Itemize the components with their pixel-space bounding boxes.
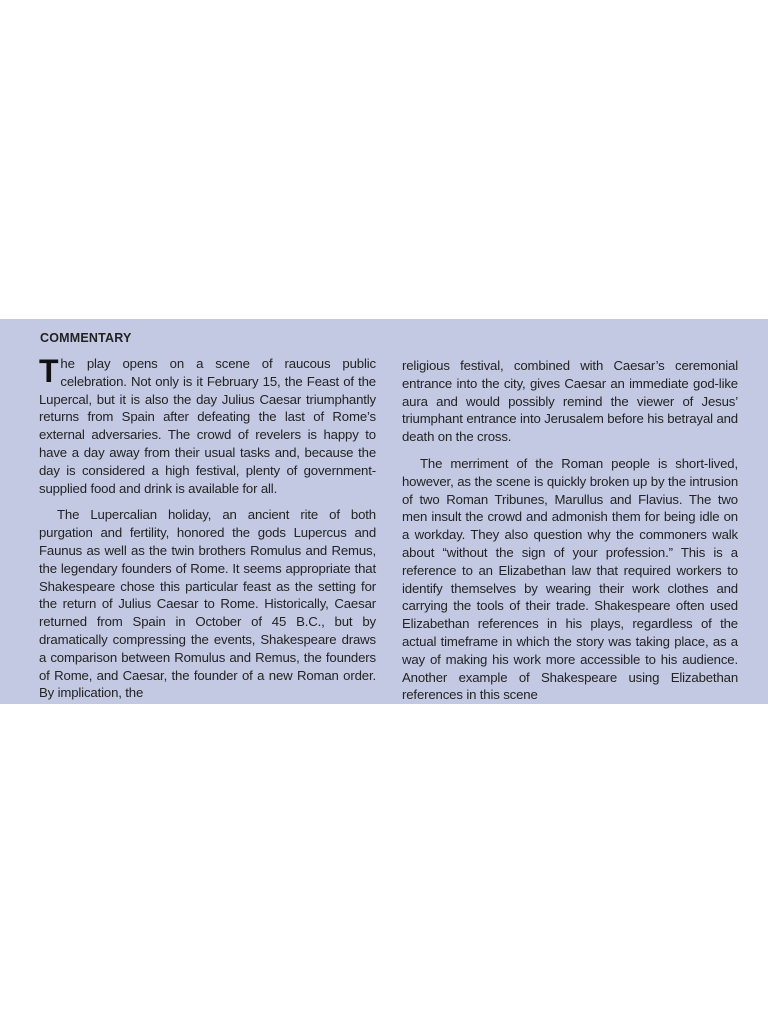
paragraph: The merriment of the Roman people is short-lived, however, as the scene is quickly broken up by the intrusion of two Roman Tribunes, Marullus and Flavius. The two men insult the crowd and admonish them for being idle on a workday. They also question why the commoners walk about “without the sign of your profession.” This is a reference to an Elizabethan law that required workers to identify themselves by wearing their work clothes and carrying the tools of their trade. Shakespeare often used Elizabethan references in his plays, regardless of the actual timeframe in which the story was taking place, as a way of making his work more accessible to his audience. Another example of Shakespeare using Elizabethan references in this scene	[402, 455, 738, 703]
paragraph: The Lupercalian holiday, an ancient rite of both purgation and fertility, honored the gods Lupercus and Faunus as well as the twin brothers Romulus and Remus, the legendary founders of Rome. It seems appropriate that Shakespeare chose this particular feast as the setting for the return of Julius Caesar to Rome. Historically, Caesar returned from Spain in October of 45 B.C., but by dramatically compressing the events, Shakespeare draws a comparison between Romulus and Remus, the founders of Rome, and Caesar, the founder of a new Roman order. By implication, the	[39, 507, 376, 701]
left-column	[39, 355, 376, 711]
right-column	[402, 357, 738, 713]
paragraph	[39, 355, 376, 497]
section-heading: COMMENTARY	[40, 331, 132, 345]
paragraph-text: he play opens on a scene of raucous public celebration. Not only is it February 15, the Feast of the Lupercal, but it is also the day Julius Caesar triumphantly returns from Spain after defeating the last of Rome’s external adversaries. The crowd of revelers is happy to have a day away from their usual tasks and, because the day is considered a high festival, plenty of government-supplied food and drink is available for all.	[39, 356, 376, 496]
drop-cap: T	[39, 353, 59, 389]
paragraph: religious festival, combined with Caesar’s ceremonial entrance into the city, gives Caesar an immediate god-like aura and would possibly remind the viewer of Jesus’ triumphant entrance into Jerusalem before his betrayal and death on the cross.	[402, 358, 738, 445]
